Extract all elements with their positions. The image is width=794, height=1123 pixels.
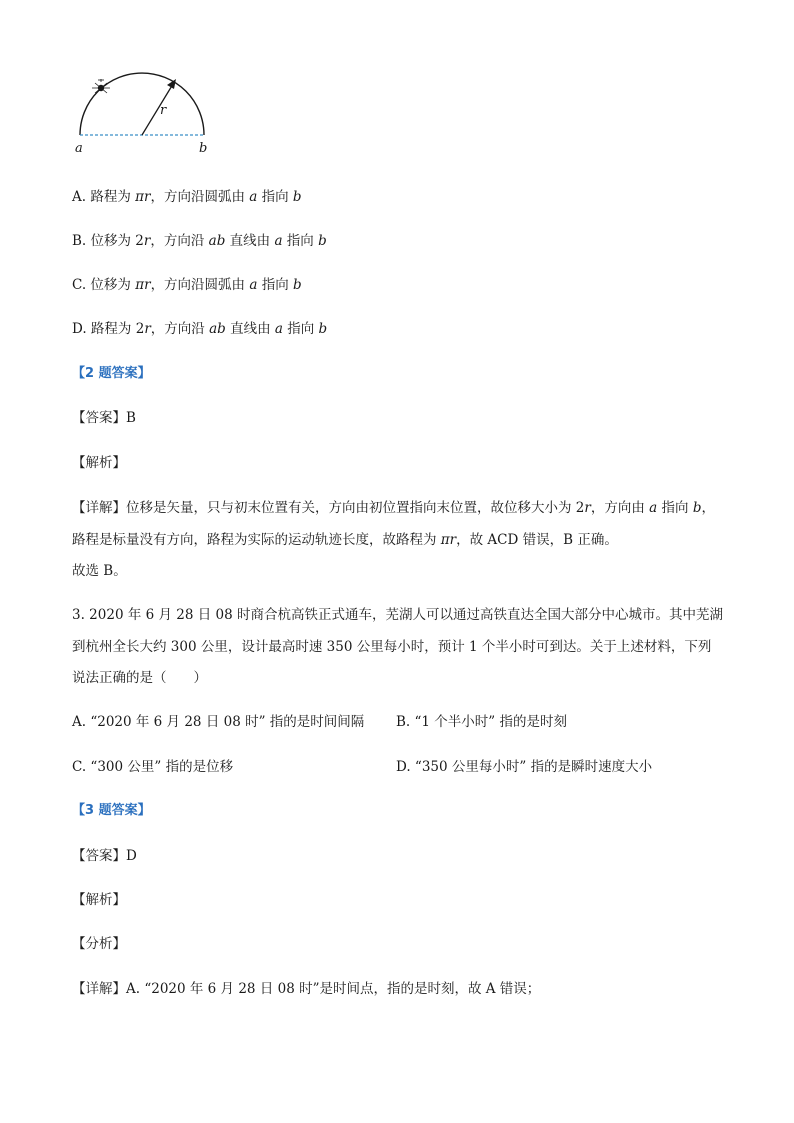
- q2-option-a: A. 路程为 πr，方向沿圆弧由 a 指向 b: [72, 189, 302, 205]
- q3-stem-line2: 到杭州全长大约 300 公里，设计最高时速 350 公里每小时，预计 1 个半小时可到达。关于上述材料，下列: [72, 639, 712, 655]
- q2-option-c: C. 位移为 πr，方向沿圆弧由 a 指向 b: [72, 277, 302, 293]
- q2-answer-tag: 【2 题答案】: [72, 366, 151, 381]
- q3-fenxi-tag: 【分析】: [72, 936, 126, 952]
- insect-icon: [92, 79, 110, 93]
- semicircle-arc: [80, 73, 204, 135]
- q3-option-d: D. “350 公里每小时” 指的是瞬时速度大小: [396, 759, 653, 775]
- q3-option-c: C. “300 公里” 指的是位移: [72, 759, 234, 775]
- q3-stem-line1: 3. 2020 年 6 月 28 日 08 时商合杭高铁正式通车，芜湖人可以通过高铁直达全国大部分中心城市。其中芜湖: [72, 607, 724, 623]
- point-a-label: a: [75, 141, 83, 156]
- q3-stem-line3: 说法正确的是（ ）: [72, 670, 207, 686]
- q2-answer: 【答案】B: [72, 410, 136, 426]
- q2-analysis-tag: 【解析】: [72, 455, 126, 471]
- q3-option-a: A. “2020 年 6 月 28 日 08 时” 指的是时间间隔: [72, 714, 365, 730]
- q2-detail-line2: 路程是标量没有方向，路程为实际的运动轨迹长度，故路程为 πr，故 ACD 错误，B 正确。: [72, 532, 618, 548]
- q2-option-d: D. 路程为 2r，方向沿 ab 直线由 a 指向 b: [72, 321, 328, 337]
- semicircle-diagram: [70, 70, 220, 160]
- radius-arrow-line: [142, 84, 173, 135]
- point-b-label: b: [199, 141, 208, 156]
- q2-detail-line3: 故选 B。: [72, 563, 127, 579]
- q3-answer-tag: 【3 题答案】: [72, 803, 151, 818]
- q3-analysis-tag: 【解析】: [72, 892, 126, 908]
- radius-label: r: [160, 103, 167, 118]
- q2-detail-line1: 【详解】位移是矢量，只与初末位置有关，方向由初位置指向末位置，故位移大小为 2r，方向由 a 指向 b，: [72, 500, 715, 516]
- q3-option-b: B. “1 个半小时” 指的是时刻: [396, 714, 567, 730]
- q3-answer: 【答案】D: [72, 848, 137, 864]
- q3-detail: 【详解】A. “2020 年 6 月 28 日 08 时”是时间点，指的是时刻，故 A 错误；: [72, 981, 541, 997]
- q2-option-b: B. 位移为 2r，方向沿 ab 直线由 a 指向 b: [72, 233, 327, 249]
